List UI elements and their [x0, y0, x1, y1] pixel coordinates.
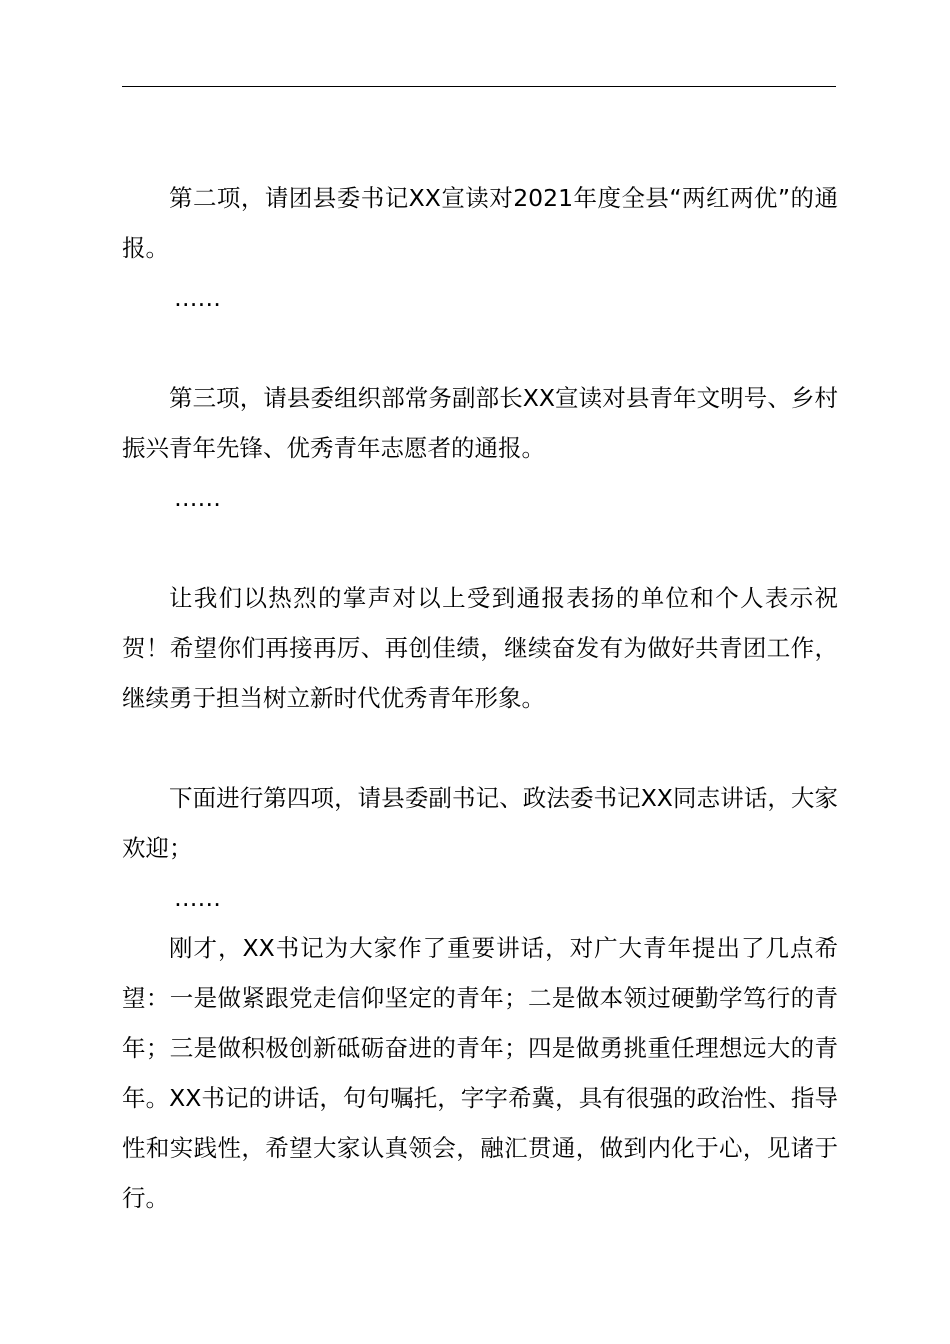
paragraph-item-two: 第二项，请团县委书记XX宣读对2021年度全县“两红两优”的通报。	[122, 184, 838, 262]
paragraph-item-three: 第三项，请县委组织部常务副部长XX宣读对县青年文明号、乡村振兴青年先锋、优秀青年志愿者的通报。	[122, 384, 838, 462]
paragraph-item-four: 下面进行第四项，请县委副书记、政法委书记XX同志讲话，大家欢迎；	[122, 784, 838, 862]
spacer	[122, 323, 838, 373]
ellipsis-three: ……	[174, 884, 221, 912]
ellipsis-one: ……	[174, 284, 221, 312]
spacer	[122, 723, 838, 773]
document-body	[122, 173, 838, 1223]
spacer	[122, 523, 838, 573]
paragraph-summary: 刚才，XX书记为大家作了重要讲话，对广大青年提出了几点希望：一是做紧跟党走信仰坚定的青年；二是做本领过硬勤学笃行的青年；三是做积极创新砥砺奋进的青年；四是做勇挑重任理想远大的青年。XX书记的讲话，句句嘱托，字字希冀，具有很强的政治性、指导性和实践性，希望大家认真领会，融汇贯通，做到内化于心，见诸于行。	[122, 934, 838, 1212]
ellipsis-two: ……	[174, 484, 221, 512]
header-rule	[122, 86, 836, 87]
paragraph-congratulations: 让我们以热烈的掌声对以上受到通报表扬的单位和个人表示祝贺！希望你们再接再厉、再创佳绩，继续奋发有为做好共青团工作，继续勇于担当树立新时代优秀青年形象。	[122, 584, 838, 712]
